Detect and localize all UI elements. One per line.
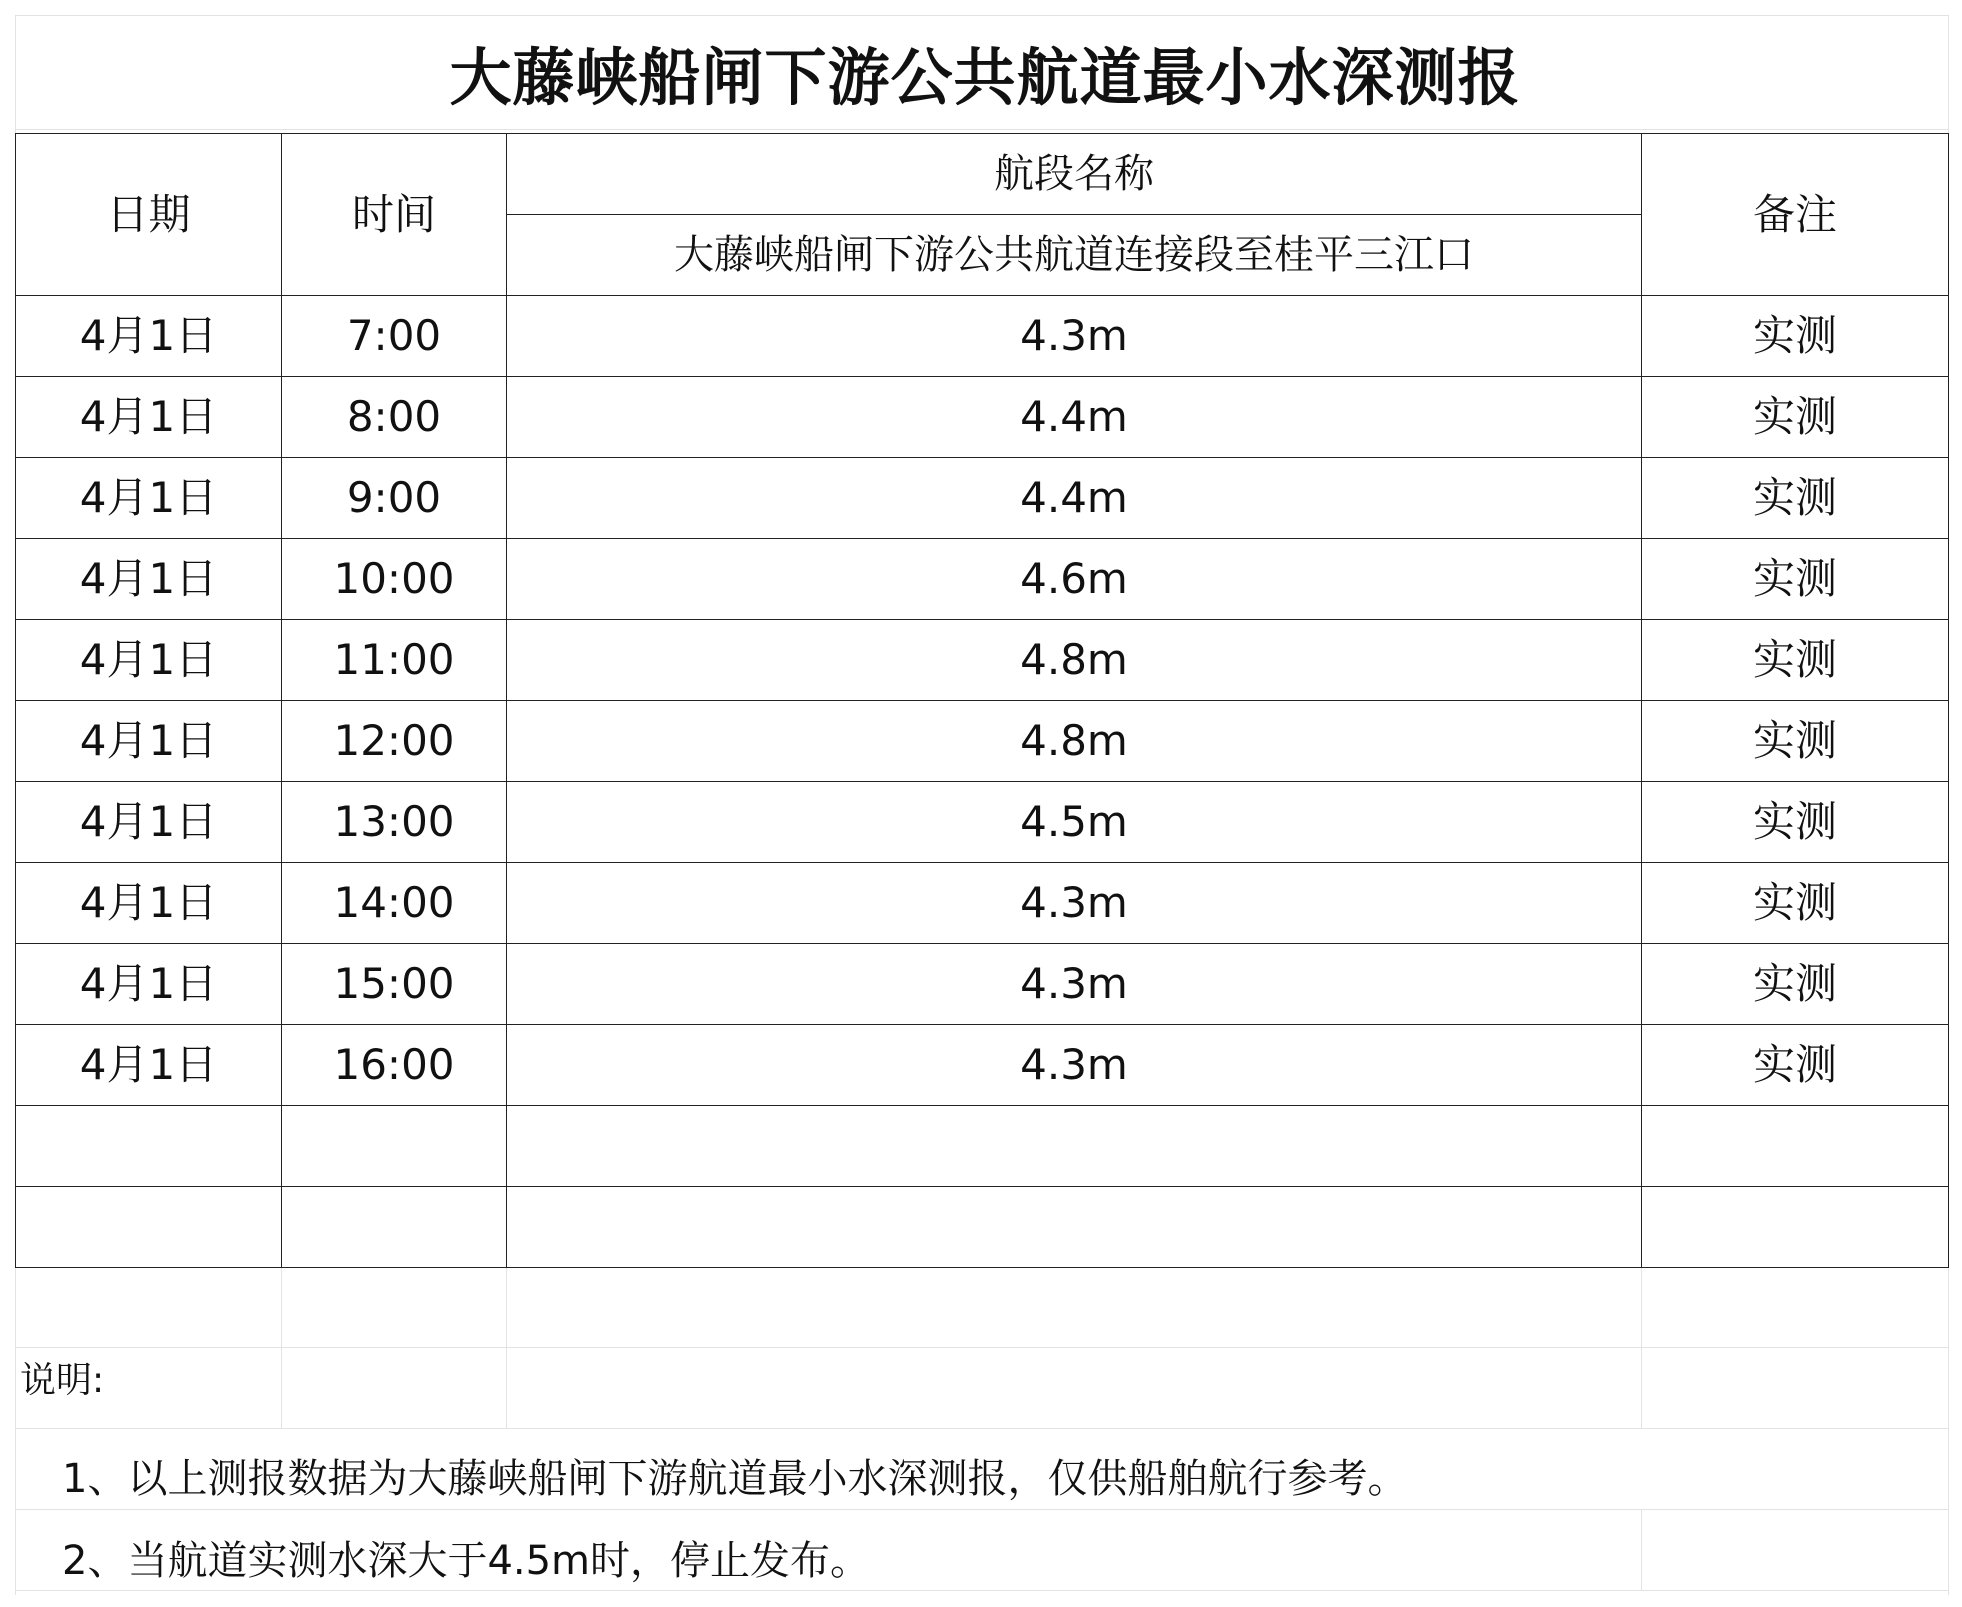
time-cell: 13:00 xyxy=(282,782,507,863)
time-cell xyxy=(282,1106,507,1187)
remark-cell: 实测 xyxy=(1642,296,1949,377)
date-cell xyxy=(16,1106,282,1187)
header-segment-name: 大藤峡船闸下游公共航道连接段至桂平三江口 xyxy=(507,215,1642,296)
remark-cell: 实测 xyxy=(1642,539,1949,620)
note-line-2: 2、当航道实测水深大于4.5m时，停止发布。 xyxy=(62,1538,871,1584)
table-row xyxy=(16,1187,1949,1268)
table-row xyxy=(16,1025,1949,1106)
depth-cell: 4.4m xyxy=(507,458,1642,539)
time-cell: 8:00 xyxy=(282,377,507,458)
depth-cell: 4.6m xyxy=(507,539,1642,620)
remark-cell: 实测 xyxy=(1642,863,1949,944)
date-cell: 4月1日 xyxy=(16,1025,282,1106)
depth-cell: 4.3m xyxy=(507,944,1642,1025)
report-title: 大藤峡船闸下游公共航道最小水深测报 xyxy=(449,40,1521,114)
table-row xyxy=(16,944,1949,1025)
depth-report-table xyxy=(15,133,1949,1268)
date-cell: 4月1日 xyxy=(16,944,282,1025)
time-cell xyxy=(282,1187,507,1268)
depth-cell xyxy=(507,1106,1642,1187)
time-cell: 11:00 xyxy=(282,620,507,701)
depth-cell: 4.8m xyxy=(507,620,1642,701)
table-row xyxy=(16,620,1949,701)
depth-cell: 4.5m xyxy=(507,782,1642,863)
depth-cell: 4.3m xyxy=(507,1025,1642,1106)
table-row xyxy=(16,1106,1949,1187)
depth-cell xyxy=(507,1187,1642,1268)
time-cell: 15:00 xyxy=(282,944,507,1025)
date-cell: 4月1日 xyxy=(16,377,282,458)
date-cell: 4月1日 xyxy=(16,782,282,863)
date-cell: 4月1日 xyxy=(16,863,282,944)
depth-cell: 4.4m xyxy=(507,377,1642,458)
header-remark: 备注 xyxy=(1642,134,1949,296)
header-segment-label: 航段名称 xyxy=(507,134,1642,215)
remark-cell: 实测 xyxy=(1642,377,1949,458)
date-cell: 4月1日 xyxy=(16,296,282,377)
time-cell: 16:00 xyxy=(282,1025,507,1106)
time-cell: 7:00 xyxy=(282,296,507,377)
remark-cell: 实测 xyxy=(1642,1025,1949,1106)
depth-cell: 4.8m xyxy=(507,701,1642,782)
date-cell: 4月1日 xyxy=(16,458,282,539)
remark-cell xyxy=(1642,1187,1949,1268)
time-cell: 12:00 xyxy=(282,701,507,782)
table-row xyxy=(16,377,1949,458)
depth-cell: 4.3m xyxy=(507,863,1642,944)
remark-cell: 实测 xyxy=(1642,782,1949,863)
remark-cell: 实测 xyxy=(1642,458,1949,539)
depth-cell: 4.3m xyxy=(507,296,1642,377)
time-cell: 14:00 xyxy=(282,863,507,944)
remark-cell: 实测 xyxy=(1642,701,1949,782)
date-cell: 4月1日 xyxy=(16,539,282,620)
note-line-1: 1、以上测报数据为大藤峡船闸下游航道最小水深测报，仅供船舶航行参考。 xyxy=(62,1456,1408,1502)
table-row xyxy=(16,539,1949,620)
table-row xyxy=(16,458,1949,539)
time-cell: 9:00 xyxy=(282,458,507,539)
date-cell: 4月1日 xyxy=(16,620,282,701)
table-row xyxy=(16,863,1949,944)
time-cell: 10:00 xyxy=(282,539,507,620)
date-cell xyxy=(16,1187,282,1268)
remark-cell xyxy=(1642,1106,1949,1187)
notes-label: 说明: xyxy=(20,1360,105,1401)
header-time: 时间 xyxy=(282,134,507,296)
remark-cell: 实测 xyxy=(1642,620,1949,701)
header-date: 日期 xyxy=(16,134,282,296)
date-cell: 4月1日 xyxy=(16,701,282,782)
remark-cell: 实测 xyxy=(1642,944,1949,1025)
table-row xyxy=(16,296,1949,377)
table-row xyxy=(16,782,1949,863)
table-row xyxy=(16,701,1949,782)
